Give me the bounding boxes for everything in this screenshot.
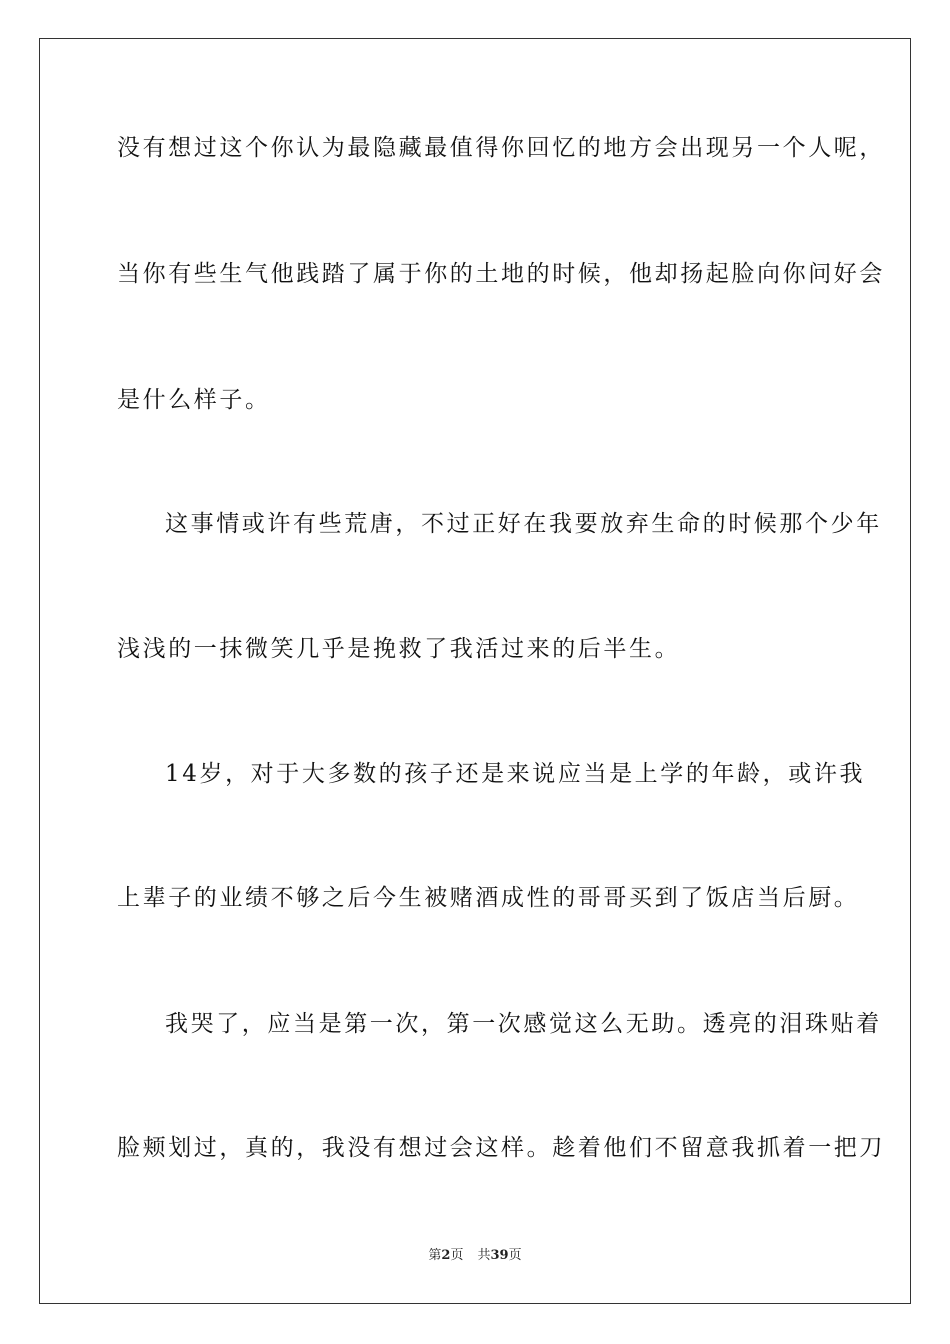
text-line-6: 14岁，对于大多数的孩子还是来说应当是上学的年龄，或许我 [165,761,866,787]
text-line-5: 浅浅的一抹微笑几乎是挽救了我活过来的后半生。 [117,636,681,662]
page-number: 2 [441,1248,451,1263]
text-line-2: 当你有些生气他践踏了属于你的土地的时候，他却扬起脸向你问好会 [117,261,885,287]
page-prefix: 第 [428,1248,442,1263]
total-prefix: 共 [477,1248,491,1263]
text-line-7: 上辈子的业绩不够之后今生被赌酒成性的哥哥买到了饭店当后厨。 [117,885,860,911]
text-line-8: 我哭了，应当是第一次，第一次感觉这么无助。透亮的泪珠贴着 [165,1011,882,1037]
total-pages: 39 [490,1248,509,1263]
page-suffix: 页 [450,1248,464,1263]
text-line-4: 这事情或许有些荒唐，不过正好在我要放弃生命的时候那个少年 [165,511,882,537]
page-footer [0,1247,950,1265]
text-line-3: 是什么样子。 [117,387,271,413]
total-suffix: 页 [508,1248,522,1263]
page-frame [39,38,911,1304]
text-line-1: 没有想过这个你认为最隐藏最值得你回忆的地方会出现另一个人呢， [117,135,885,161]
text-line-9: 脸颊划过，真的，我没有想过会这样。趁着他们不留意我抓着一把刀 [117,1135,885,1161]
